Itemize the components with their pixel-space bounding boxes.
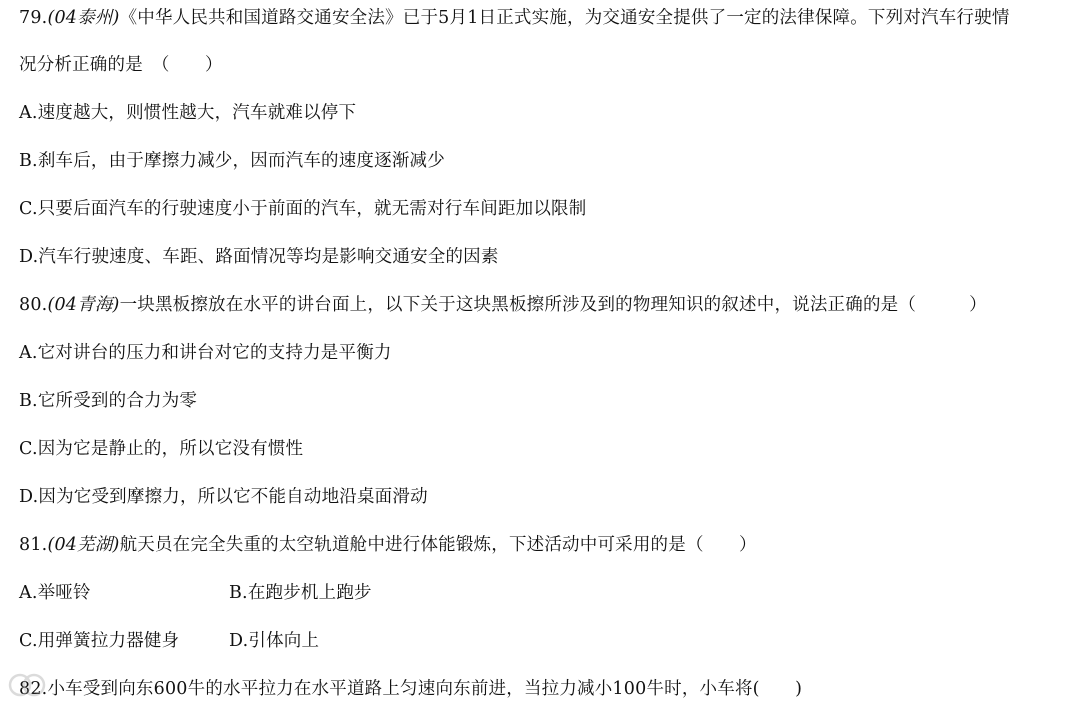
question-80-number: 80.: [19, 295, 48, 315]
question-81-options-row2: [19, 629, 439, 653]
question-81-source: (04芜湖): [47, 535, 120, 555]
question-82-stem-text: 小车受到向东600牛的水平拉力在水平道路上匀速向东前进，当拉力减小100牛时，小车将( ): [47, 679, 803, 699]
question-80-option-c: C.因为它是静止的，所以它没有惯性: [19, 439, 304, 459]
question-79-option-c: C.只要后面汽车的行驶速度小于前面的汽车，就无需对行车间距加以限制: [19, 199, 587, 219]
question-80-option-b: B.它所受到的合力为零: [19, 391, 198, 411]
question-81-stem: [19, 533, 757, 557]
question-79-stem-line2: 况分析正确的是 （ ）: [19, 55, 223, 75]
question-81-options-row1: [19, 581, 439, 605]
question-79-option-d: D.汽车行驶速度、车距、路面情况等均是影响交通安全的因素: [19, 247, 499, 267]
question-79-option-a: A.速度越大，则惯性越大，汽车就难以停下: [19, 103, 357, 123]
question-79-number: 79.: [19, 8, 48, 28]
question-82-stem: [19, 677, 802, 701]
question-81-option-a: A.举哑铃: [19, 583, 91, 603]
question-79-option-b: B.刹车后，由于摩擦力减少，因而汽车的速度逐渐减少: [19, 151, 445, 171]
question-81-number: 81.: [19, 535, 48, 555]
question-79-stem-line1: [19, 6, 1010, 30]
question-81-option-d: D.引体向上: [229, 631, 320, 651]
question-82-number: 82.: [19, 679, 48, 699]
question-81-stem-text: 航天员在完全失重的太空轨道舱中进行体能锻炼，下述活动中可采用的是（ ）: [119, 535, 757, 555]
question-80-option-d: D.因为它受到摩擦力，所以它不能自动地沿桌面滑动: [19, 487, 428, 507]
question-79-stem-text: 《中华人民共和国道路交通安全法》已于5月1日正式实施，为交通安全提供了一定的法律保障。下列对汽车行驶情: [119, 8, 1010, 28]
question-80-option-a: A.它对讲台的压力和讲台对它的支持力是平衡力: [19, 343, 392, 363]
question-80-stem-text: 一块黑板擦放在水平的讲台面上，以下关于这块黑板擦所涉及到的物理知识的叙述中，说法正确的是（ ）: [119, 295, 987, 315]
question-81-option-c: C.用弹簧拉力器健身: [19, 631, 180, 651]
question-79-source: (04泰州): [47, 8, 120, 28]
question-80-source: (04青海): [47, 295, 120, 315]
question-80-stem: [19, 293, 987, 317]
question-81-option-b: B.在跑步机上跑步: [229, 583, 372, 603]
